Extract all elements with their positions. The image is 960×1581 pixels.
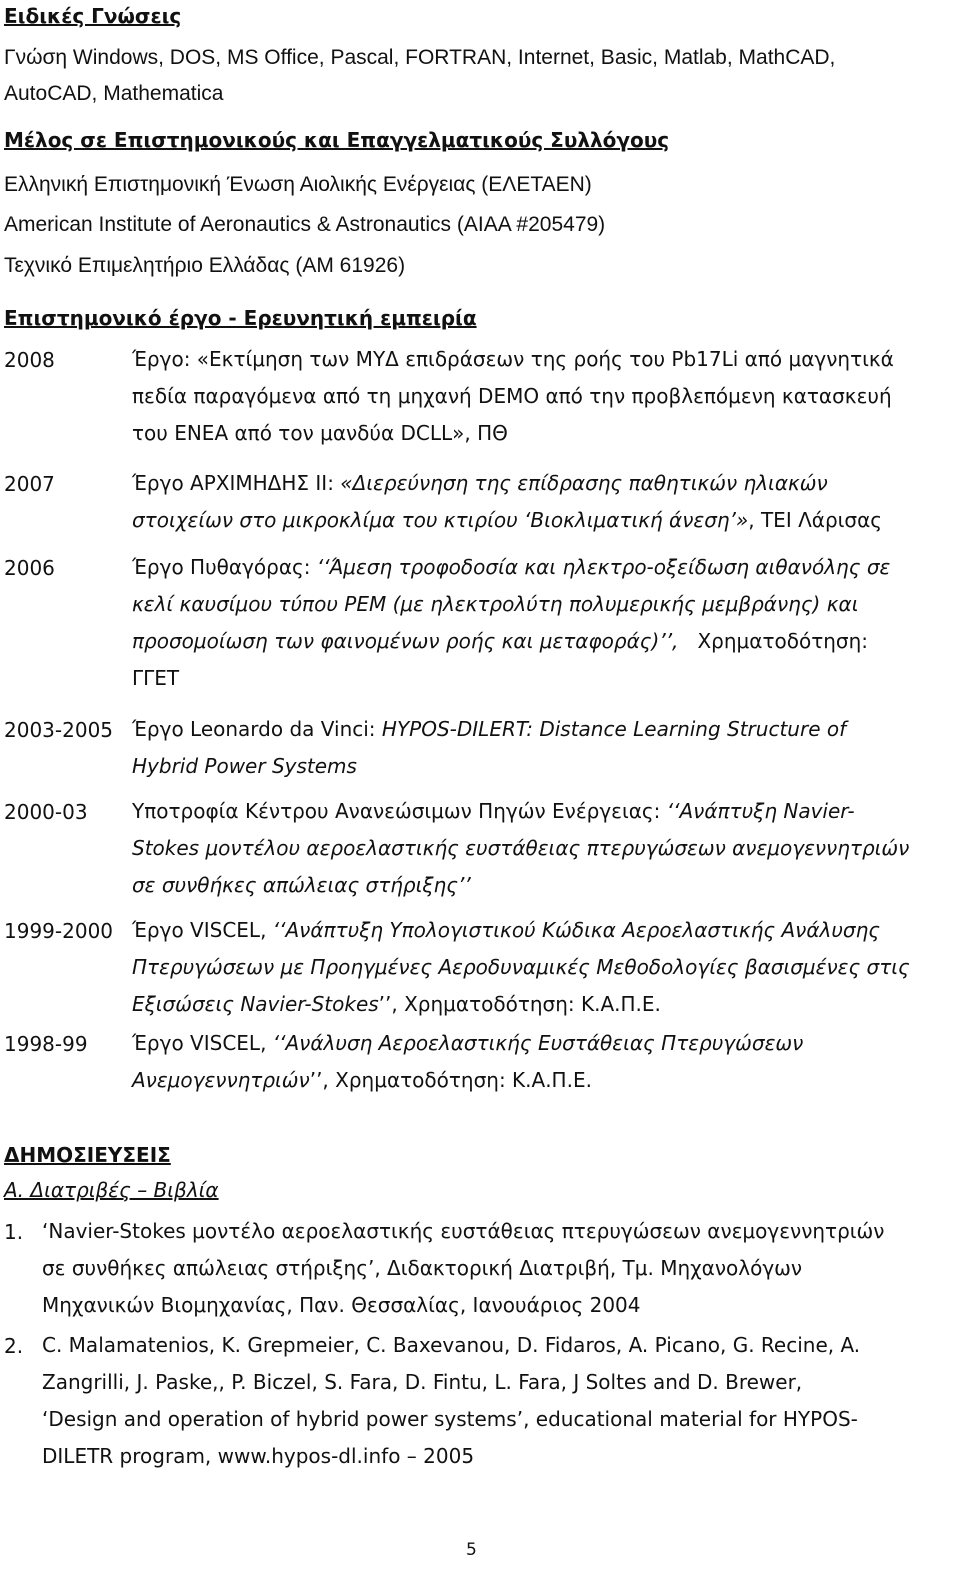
entry-description [132, 711, 950, 785]
entry-year: 2003-2005 [4, 718, 114, 742]
entry-line [132, 711, 950, 748]
publication-line: σε συνθήκες απώλειας στήριξης’, Διδακτορική Διατριβή, Τμ. Μηχανολόγων [42, 1256, 803, 1280]
entry-year: 1998-99 [4, 1032, 88, 1056]
publication-text [42, 1213, 950, 1324]
special-knowledge-line-2: AutoCAD, Mathematica [4, 82, 224, 105]
entry-title-italic: HYPOS-DILERT: Distance Learning Structure of [381, 717, 847, 741]
entry-title-italic: «Διερεύνηση της επίδρασης παθητικών ηλιακών [340, 471, 828, 495]
entry-title-italic: Ανεμογεννητριών [132, 1068, 310, 1092]
publications-subheading: Α. Διατριβές – Βιβλία [4, 1178, 219, 1202]
membership-item: American Institute of Aeronautics & Astronautics (AIAA #205479) [4, 213, 606, 236]
memberships-heading: Μέλος σε Επιστημονικούς και Επαγγελματικούς Συλλόγους [4, 128, 670, 152]
entry-description [132, 549, 950, 697]
entry-text: Έργο VISCEL, [132, 1031, 273, 1055]
entry-title-italic: ‘‘Ανάλυση Αεροελαστικής Ευστάθειας Πτερυγώσεων [272, 1031, 804, 1055]
research-heading: Επιστημονικό έργο - Ερευνητική εμπειρία [4, 306, 477, 330]
entry-line: ΓΓΕΤ [132, 666, 180, 690]
entry-title-italic: προσομοίωση των φαινομένων ροής και μεταφοράς)’’, [132, 629, 679, 653]
entry-line: Πτερυγώσεων με Προηγμένες Αεροδυναμικές Μεθοδολογίες βασισμένες στις [132, 955, 910, 979]
entry-line: σε συνθήκες απώλειας στήριξης’’ [132, 873, 471, 897]
entry-year: 2007 [4, 472, 55, 496]
entry-title-italic: ‘‘Ανάπτυξη Navier- [666, 799, 855, 823]
entry-line [132, 986, 950, 1023]
entry-line: Hybrid Power Systems [132, 754, 357, 778]
entry-year: 1999-2000 [4, 919, 114, 943]
publication-text [42, 1327, 950, 1475]
special-knowledge-line-1: Γνώση Windows, DOS, MS Office, Pascal, FORTRAN, Internet, Basic, Matlab, MathCAD, [4, 46, 836, 69]
entry-line [132, 1025, 950, 1062]
membership-item: Ελληνική Επιστημονική Ένωση Αιολικής Ενέργειας (ΕΛΕΤΑΕΝ) [4, 173, 592, 196]
entry-line [132, 623, 950, 660]
entry-line [132, 793, 950, 830]
membership-item: Τεχνικό Επιμελητήριο Ελλάδας (ΑΜ 61926) [4, 254, 406, 277]
publication-line: ‘Design and operation of hybrid power systems’, educational material for HYPOS- [42, 1407, 858, 1431]
entry-line: του ENEA από τον μανδύα DCLL», ΠΘ [132, 421, 508, 445]
entry-description [132, 912, 950, 1023]
special-knowledge-heading: Ειδικές Γνώσεις [4, 4, 182, 28]
entry-text: Έργο VISCEL, [132, 918, 273, 942]
entry-line: Stokes μοντέλου αεροελαστικής ευστάθειας πτερυγώσεων ανεμογεννητριών [132, 836, 910, 860]
entry-line [132, 912, 950, 949]
entry-text: Έργο Πυθαγόρας: [132, 555, 317, 579]
entry-text: Χρηματοδότηση: [697, 629, 869, 653]
entry-line: πεδία παραγόμενα από τη μηχανή DEMO από την προβλεπόμενη κατασκευή [132, 384, 892, 408]
publication-line: C. Malamatenios, K. Grepmeier, C. Baxevanou, D. Fidaros, A. Picano, G. Recine, A. [42, 1333, 861, 1357]
publication-number: 1. [4, 1220, 24, 1244]
entry-text: ’’, Χρηματοδότηση: Κ.Α.Π.Ε. [378, 992, 661, 1016]
entry-text: Υποτροφία Κέντρου Ανανεώσιμων Πηγών Ενέργειας: [132, 799, 667, 823]
entry-description [132, 1025, 950, 1099]
entry-text: ’’, Χρηματοδότηση: Κ.Α.Π.Ε. [309, 1068, 592, 1092]
entry-description [132, 793, 950, 904]
publication-line: Zangrilli, J. Paske,, P. Biczel, S. Fara, D. Fintu, L. Fara, J Soltes and D. Brewer, [42, 1370, 803, 1394]
entry-text: Έργο ΑΡΧΙΜΗΔΗΣ ΙΙ: [132, 471, 341, 495]
entry-line [132, 549, 950, 586]
entry-title-italic: ‘‘Ανάπτυξη Υπολογιστικού Κώδικα Αεροελαστικής Ανάλυσης [272, 918, 881, 942]
entry-text: Έργο Leonardo da Vinci: [132, 717, 382, 741]
publication-line: ‘Navier-Stokes μοντέλο αεροελαστικής ευστάθειας πτερυγώσεων ανεμογεννητριών [42, 1219, 885, 1243]
entry-year: 2006 [4, 556, 55, 580]
page-number: 5 [466, 1540, 477, 1560]
entry-line: Έργο: «Εκτίμηση των ΜΥΔ επιδράσεων της ροής του Pb17Li από μαγνητικά [132, 347, 894, 371]
publication-line: Μηχανικών Βιομηχανίας, Παν. Θεσσαλίας, Ιανουάριος 2004 [42, 1293, 641, 1317]
entry-line: κελί καυσίμου τύπου PEM (με ηλεκτρολύτη πολυμερικής μεμβράνης) και [132, 592, 859, 616]
entry-text: , ΤΕΙ Λάρισας [748, 508, 882, 532]
publications-heading: ΔΗΜΟΣΙΕΥΣΕΙΣ [4, 1143, 171, 1167]
entry-title-italic: στοιχείων στο μικροκλίμα του κτιρίου ‘Βιοκλιματική άνεση’» [132, 508, 749, 532]
entry-description [132, 341, 950, 452]
entry-title-italic: Εξισώσεις Navier-Stokes [132, 992, 379, 1016]
publication-number: 2. [4, 1334, 24, 1358]
entry-description [132, 465, 950, 539]
publication-line: DILETR program, www.hypos-dl.info – 2005 [42, 1444, 475, 1468]
entry-year: 2008 [4, 348, 55, 372]
entry-line [132, 502, 950, 539]
entry-year: 2000-03 [4, 800, 88, 824]
entry-line [132, 465, 950, 502]
entry-line [132, 1062, 950, 1099]
entry-title-italic: ‘‘Άμεση τροφοδοσία και ηλεκτρο-οξείδωση αιθανόλης σε [316, 555, 891, 579]
